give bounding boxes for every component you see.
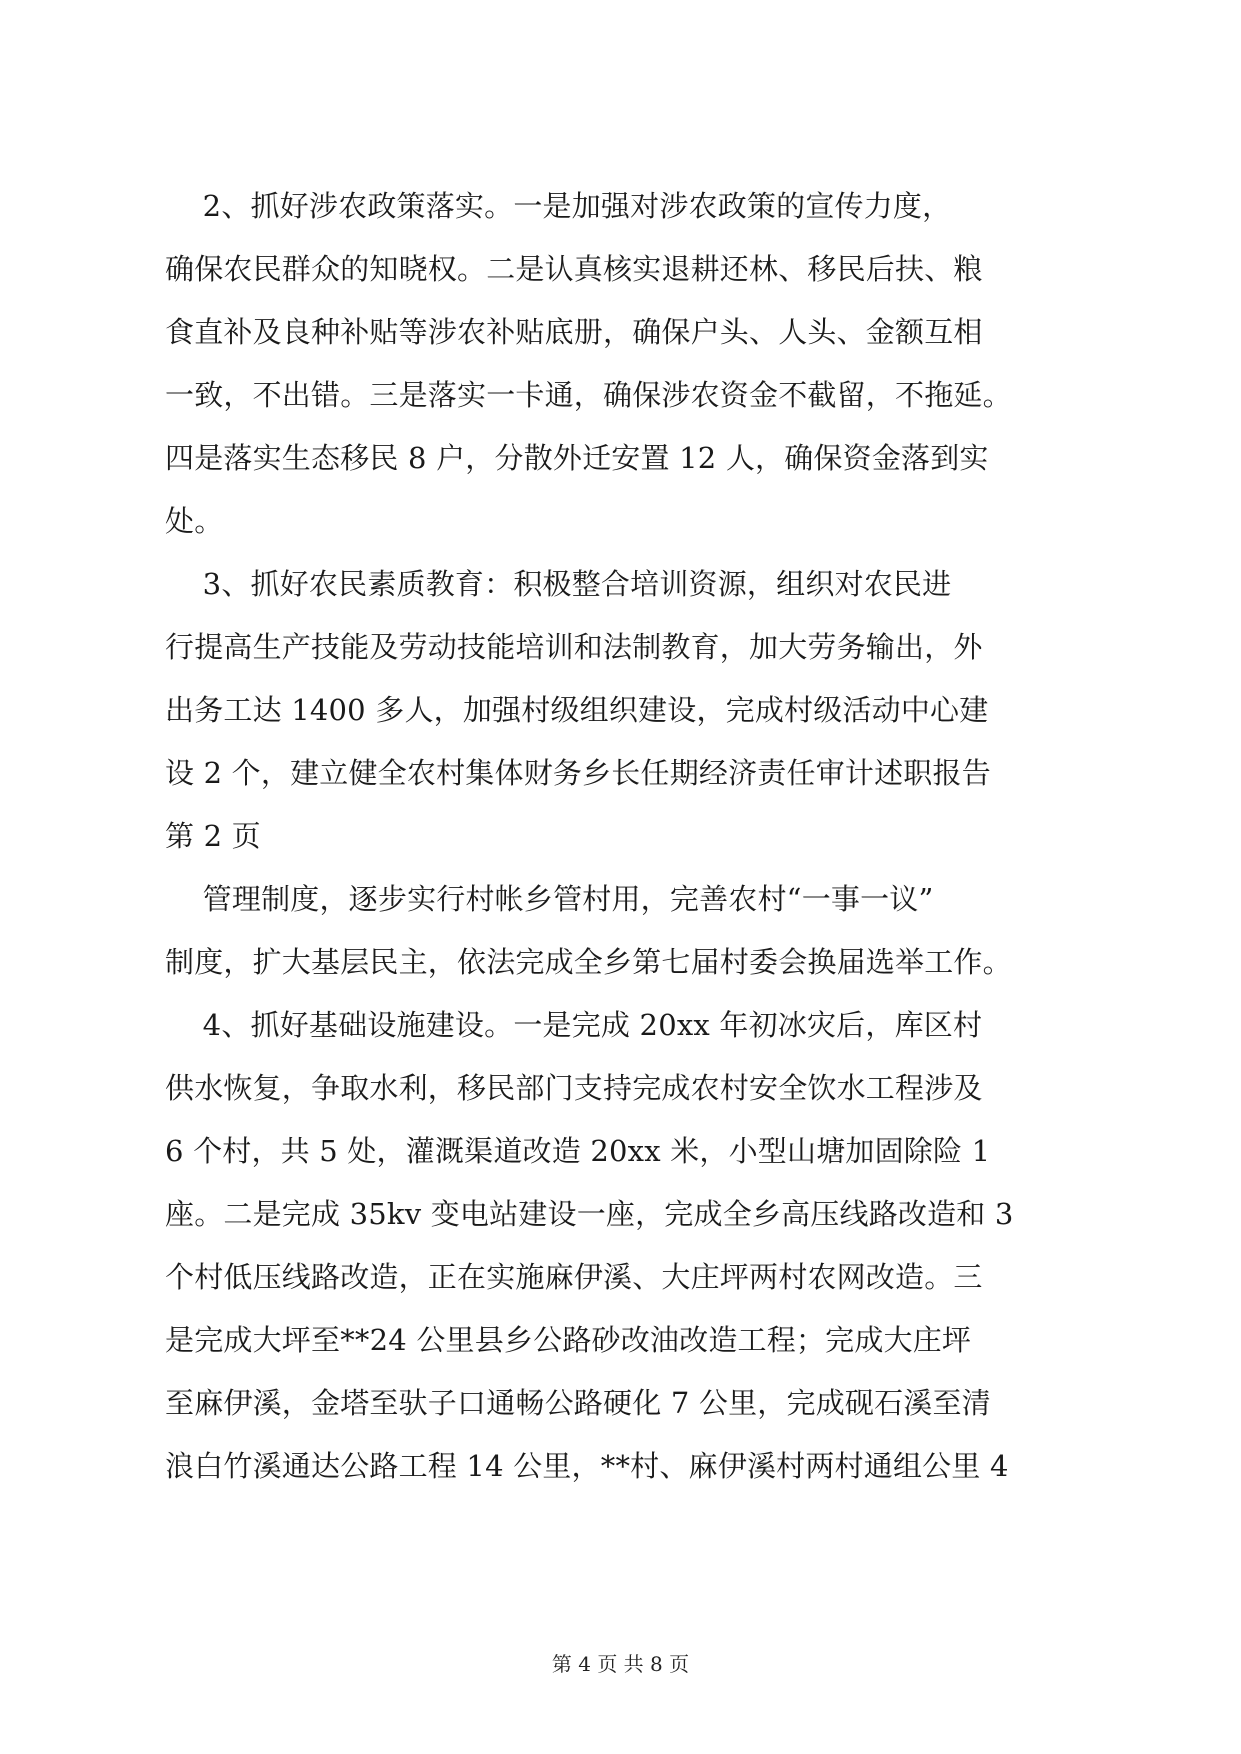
body-text-line: 至麻伊溪，金塔至驮子口通畅公路硬化 7 公里，完成砚石溪至清 [165,1386,991,1420]
body-text-line: 供水恢复，争取水利，移民部门支持完成农村安全饮水工程涉及 [165,1071,983,1105]
page-footer: 第 4 页 共 8 页 [551,1652,690,1676]
body-text-line: 食直补及良种补贴等涉农补贴底册，确保户头、人头、金额互相 [165,315,983,349]
body-text-line: 确保农民群众的知晓权。二是认真核实退耕还林、移民后扶、粮 [165,252,983,286]
body-text-line: 4、抓好基础设施建设。一是完成 20xx 年初冰灾后，库区村 [165,1008,983,1042]
body-text-line: 制度，扩大基层民主，依法完成全乡第七届村委会换届选举工作。 [165,945,1012,979]
body-text-line: 3、抓好农民素质教育：积极整合培训资源，组织对农民进 [165,567,952,601]
body-text-line: 座。二是完成 35kv 变电站建设一座，完成全乡高压线路改造和 3 [165,1197,1014,1231]
body-text-line: 四是落实生态移民 8 户，分散外迁安置 12 人，确保资金落到实 [165,441,989,475]
body-text-line: 一致，不出错。三是落实一卡通，确保涉农资金不截留，不拖延。 [165,378,1012,412]
body-text-line: 2、抓好涉农政策落实。一是加强对涉农政策的宣传力度， [165,189,952,223]
body-text-line: 个村低压线路改造，正在实施麻伊溪、大庄坪两村农网改造。三 [165,1260,983,1294]
body-text-line: 管理制度，逐步实行村帐乡管村用，完善农村“一事一议” [165,882,934,916]
body-text-line: 浪白竹溪通达公路工程 14 公里，**村、麻伊溪村两村通组公里 4 [165,1449,1009,1483]
page-break-label: 第 2 页 [165,819,261,853]
body-text-line: 6 个村，共 5 处，灌溉渠道改造 20xx 米，小型山塘加固除险 1 [165,1134,991,1168]
body-text-line: 行提高生产技能及劳动技能培训和法制教育，加大劳务输出，外 [165,630,983,664]
body-text-line: 是完成大坪至**24 公里县乡公路砂改油改造工程；完成大庄坪 [165,1323,972,1357]
body-text-line: 处。 [165,504,224,538]
body-text-line: 出务工达 1400 多人，加强村级组织建设，完成村级活动中心建 [165,693,989,727]
body-text-line: 设 2 个，建立健全农村集体财务乡长任期经济责任审计述职报告 [165,756,991,790]
